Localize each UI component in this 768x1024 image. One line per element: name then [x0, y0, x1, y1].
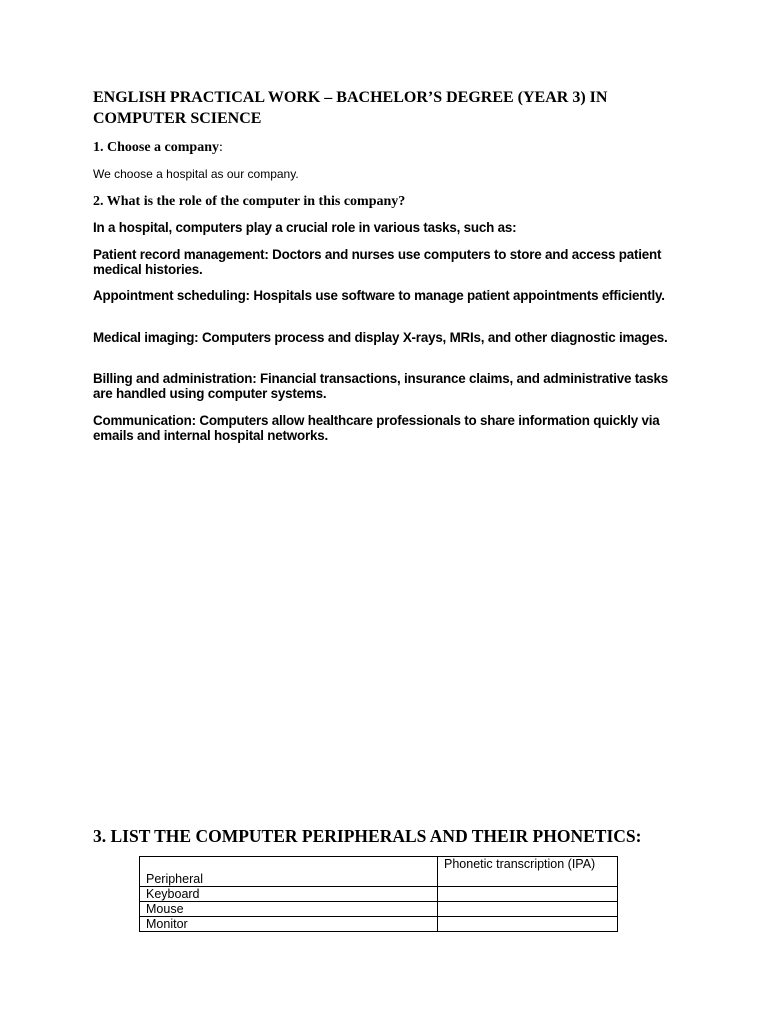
role-item: Medical imaging: Computers process and display X-rays, MRIs, and other diagnostic images. — [93, 330, 668, 345]
question-1-answer: We choose a hospital as our company. — [93, 167, 299, 181]
document-title: ENGLISH PRACTICAL WORK – BACHELOR’S DEGREE (YEAR 3) IN COMPUTER SCIENCE — [93, 89, 608, 127]
table-cell: Mouse — [140, 902, 438, 917]
question-1-suffix: : — [219, 140, 223, 155]
question-1-label: 1. Choose a company — [93, 140, 220, 155]
table-row — [140, 887, 618, 902]
table-row — [140, 917, 618, 932]
role-item: Communication: Computers allow healthcare professionals to share information quickly via emails and internal hospital networks. — [93, 413, 660, 443]
table-cell: Keyboard — [140, 887, 438, 902]
role-item: Billing and administration: Financial transactions, insurance claims, and administrative tasks are handled using computer systems. — [93, 371, 669, 401]
question-2: 2. What is the role of the computer in this company? — [93, 194, 406, 209]
peripherals-table — [139, 856, 618, 932]
question-1 — [93, 139, 223, 157]
question-2-intro: In a hospital, computers play a crucial role in various tasks, such as: — [93, 220, 517, 235]
table-row — [140, 902, 618, 917]
table-cell: Monitor — [140, 917, 438, 932]
role-item: Appointment scheduling: Hospitals use software to manage patient appointments efficiently. — [93, 288, 665, 303]
role-item: Patient record management: Doctors and nurses use computers to store and access patient medical histories. — [93, 247, 662, 277]
table-cell — [438, 902, 618, 917]
table-header-row — [140, 857, 618, 887]
table-cell — [438, 887, 618, 902]
table-header-cell: Phonetic transcription (IPA) — [438, 857, 618, 887]
table-cell — [438, 917, 618, 932]
question-3: 3. LIST THE COMPUTER PERIPHERALS AND THEIR PHONETICS: — [93, 826, 642, 846]
table-header-cell: Peripheral — [140, 857, 438, 887]
